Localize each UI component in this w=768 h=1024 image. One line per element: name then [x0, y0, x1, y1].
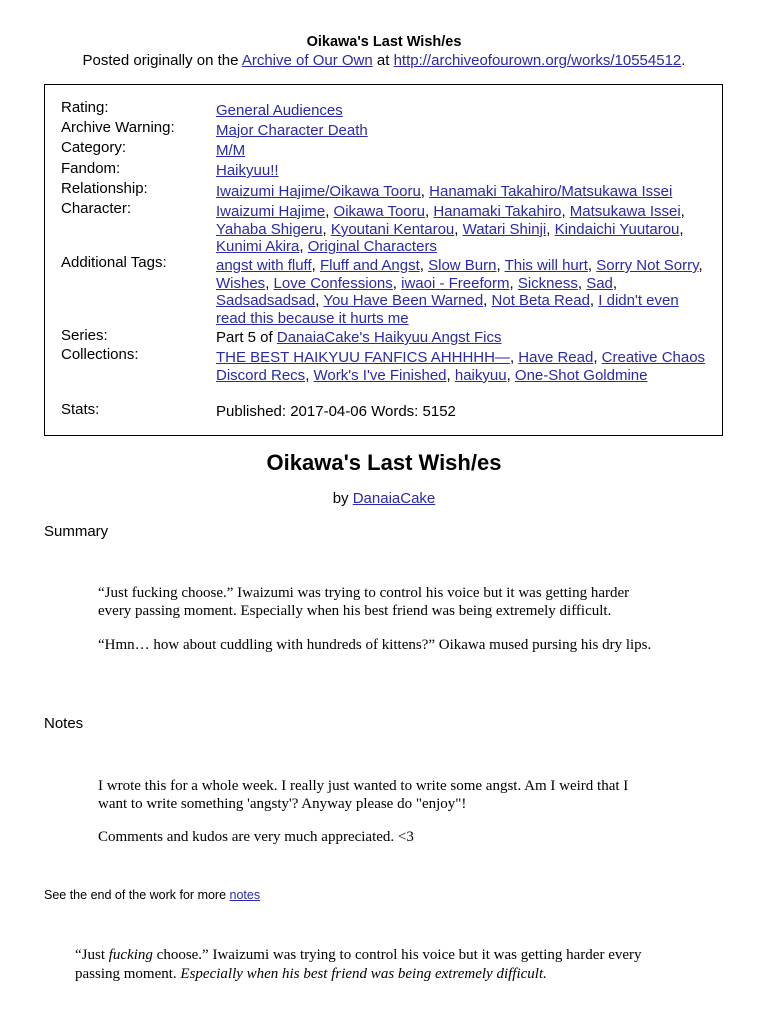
tag-link[interactable]: iwaoi - Freeform [401, 274, 510, 292]
warning-label: Archive Warning: [61, 119, 175, 136]
tag-link[interactable]: You Have Been Warned [323, 292, 484, 309]
rating-value [216, 102, 706, 120]
tags-label: Additional Tags: [61, 254, 167, 271]
series-label: Series: [61, 327, 108, 344]
character-label: Character: [61, 200, 132, 217]
tag-link[interactable]: Not Beta Read [491, 292, 590, 309]
series-value [216, 329, 706, 347]
tag-link[interactable]: Sad [586, 274, 613, 292]
tag-link[interactable]: Creative Chaos Discord Recs [216, 349, 706, 384]
notes-paragraph-2: Comments and kudos are very much appreciated. <3 [98, 829, 414, 845]
rating-link[interactable]: General Audiences [216, 102, 343, 119]
quote-italic-sentence: Especially when his best friend was being extremely difficult. [180, 965, 547, 982]
separator: , [589, 292, 599, 309]
tag-link[interactable]: Sorry Not Sorry [596, 257, 699, 274]
period: . [681, 52, 686, 69]
separator: , [420, 183, 430, 200]
quote-rest: choose.” Iwaizumi was trying to control his voice but it was getting harder every passing moment. [75, 947, 642, 982]
separator: , [506, 366, 515, 384]
quote-open: “Just [75, 947, 109, 963]
tag-link[interactable]: This will hurt [504, 257, 588, 274]
tag-link[interactable]: Watari Shinji [462, 220, 547, 238]
separator: , [424, 203, 434, 220]
document-header-title: Oikawa's Last Wish/es [306, 34, 462, 50]
separator: , [322, 220, 331, 238]
story-opening-paragraph [75, 946, 675, 983]
work-title: Oikawa's Last Wish/es [266, 450, 502, 475]
fandom-label: Fandom: [61, 160, 121, 177]
rating-label: Rating: [61, 99, 109, 116]
posted-prefix: Posted originally on the [82, 52, 242, 69]
work-url-link[interactable]: http://archiveofourown.org/works/10554512 [393, 52, 682, 69]
separator: , [496, 257, 505, 274]
series-link[interactable]: DanaiaCake's Haikyuu Angst Fics [276, 329, 502, 346]
archive-link[interactable]: Archive of Our Own [241, 52, 373, 69]
end-notes-prefix: See the end of the work for more [44, 888, 230, 902]
separator: , [587, 257, 597, 274]
separator: , [483, 292, 492, 309]
tag-link[interactable]: Iwaizumi Hajime [216, 203, 326, 220]
tag-link[interactable]: Hanamaki Takahiro [433, 203, 562, 220]
warning-link[interactable]: Major Character Death [216, 122, 368, 139]
by-text: by [332, 490, 353, 507]
tag-link[interactable]: Sickness [517, 274, 578, 292]
tag-link[interactable]: haikyuu [454, 366, 507, 384]
separator: , [509, 349, 519, 366]
character-list [216, 203, 706, 256]
tag-link[interactable]: Hanamaki Takahiro/Matsukawa Issei [429, 183, 673, 200]
fandom-value [216, 162, 706, 180]
separator: , [561, 203, 570, 220]
separator: , [299, 238, 308, 255]
quote-emphasis: fucking [108, 947, 153, 963]
separator: , [509, 274, 518, 292]
separator: , [392, 274, 402, 292]
tag-link[interactable]: Sadsadsadsad [216, 292, 316, 309]
tag-link[interactable]: Have Read [518, 349, 594, 366]
author-link[interactable]: DanaiaCake [352, 490, 436, 507]
relationship-label: Relationship: [61, 180, 148, 197]
category-label: Category: [61, 139, 127, 156]
tags-list [216, 257, 706, 327]
at-text: at [372, 52, 394, 69]
tag-link[interactable]: Matsukawa Issei [569, 203, 681, 220]
separator: , [325, 203, 334, 220]
series-prefix: Part 5 of [216, 329, 277, 346]
separator: , [419, 257, 429, 274]
fandom-link[interactable]: Haikyuu!! [216, 162, 279, 179]
tag-link[interactable]: Oikawa Tooru [333, 203, 425, 220]
collections-label: Collections: [61, 346, 139, 363]
byline [0, 490, 768, 507]
tag-link[interactable]: Iwaizumi Hajime/Oikawa Tooru [216, 183, 421, 200]
tag-link[interactable]: Fluff and Angst [319, 257, 420, 274]
tag-link[interactable]: Slow Burn [428, 257, 497, 274]
summary-paragraph-2: “Hmn… how about cuddling with hundreds of kittens?” Oikawa mused pursing his dry lips. [98, 637, 652, 653]
notes-heading: Notes [44, 715, 84, 732]
tag-link[interactable]: Kyoutani Kentarou [330, 220, 455, 238]
tag-link[interactable]: THE BEST HAIKYUU FANFICS AHHHHH— [216, 349, 510, 366]
tag-link[interactable]: Kunimi Akira [216, 238, 300, 255]
tag-link[interactable]: One-Shot Goldmine [514, 366, 648, 384]
separator: , [265, 274, 274, 292]
separator: , [454, 220, 463, 238]
separator: , [446, 366, 455, 384]
tag-link[interactable]: Original Characters [307, 238, 437, 255]
metadata-box [44, 84, 723, 436]
tag-link[interactable]: Yahaba Shigeru [216, 220, 323, 238]
stats-label: Stats: [61, 401, 100, 418]
stats-value: Published: 2017-04-06 Words: 5152 [216, 403, 456, 420]
separator: , [698, 257, 703, 274]
separator: , [577, 274, 587, 292]
tag-link[interactable]: Love Confessions [273, 274, 393, 292]
tag-link[interactable]: Kindaichi Yuutarou [554, 220, 680, 238]
collections-list [216, 349, 706, 384]
warning-value [216, 122, 706, 140]
tag-link[interactable]: Work's I've Finished [313, 366, 447, 384]
relationship-list [216, 183, 706, 201]
end-notes-line [44, 888, 260, 902]
separator: , [679, 220, 684, 238]
tag-link[interactable]: angst with fluff [216, 257, 312, 274]
separator: , [593, 349, 602, 366]
end-notes-link[interactable]: notes [229, 888, 261, 902]
separator: , [546, 220, 555, 238]
separator: , [680, 203, 685, 220]
separator: , [315, 292, 324, 309]
notes-paragraph-1: I wrote this for a whole week. I really just wanted to write some angst. Am I weird that I want to write something 'angsty'? Anyway please do "enjoy"! [98, 778, 629, 812]
category-link[interactable]: M/M [216, 142, 246, 159]
category-value [216, 142, 706, 160]
separator: , [612, 274, 618, 292]
summary-paragraph-1: “Just fucking choose.” Iwaizumi was trying to control his voice but it was getting harder every passing moment. Especially when his best friend was being extremely difficult. [98, 585, 630, 619]
tag-link[interactable]: Wishes [216, 274, 266, 292]
tag-link[interactable]: I didn't even read this because it hurts me [216, 292, 679, 327]
summary-heading: Summary [44, 523, 109, 540]
separator: , [305, 366, 314, 384]
posted-line [0, 52, 768, 69]
separator: , [311, 257, 320, 274]
